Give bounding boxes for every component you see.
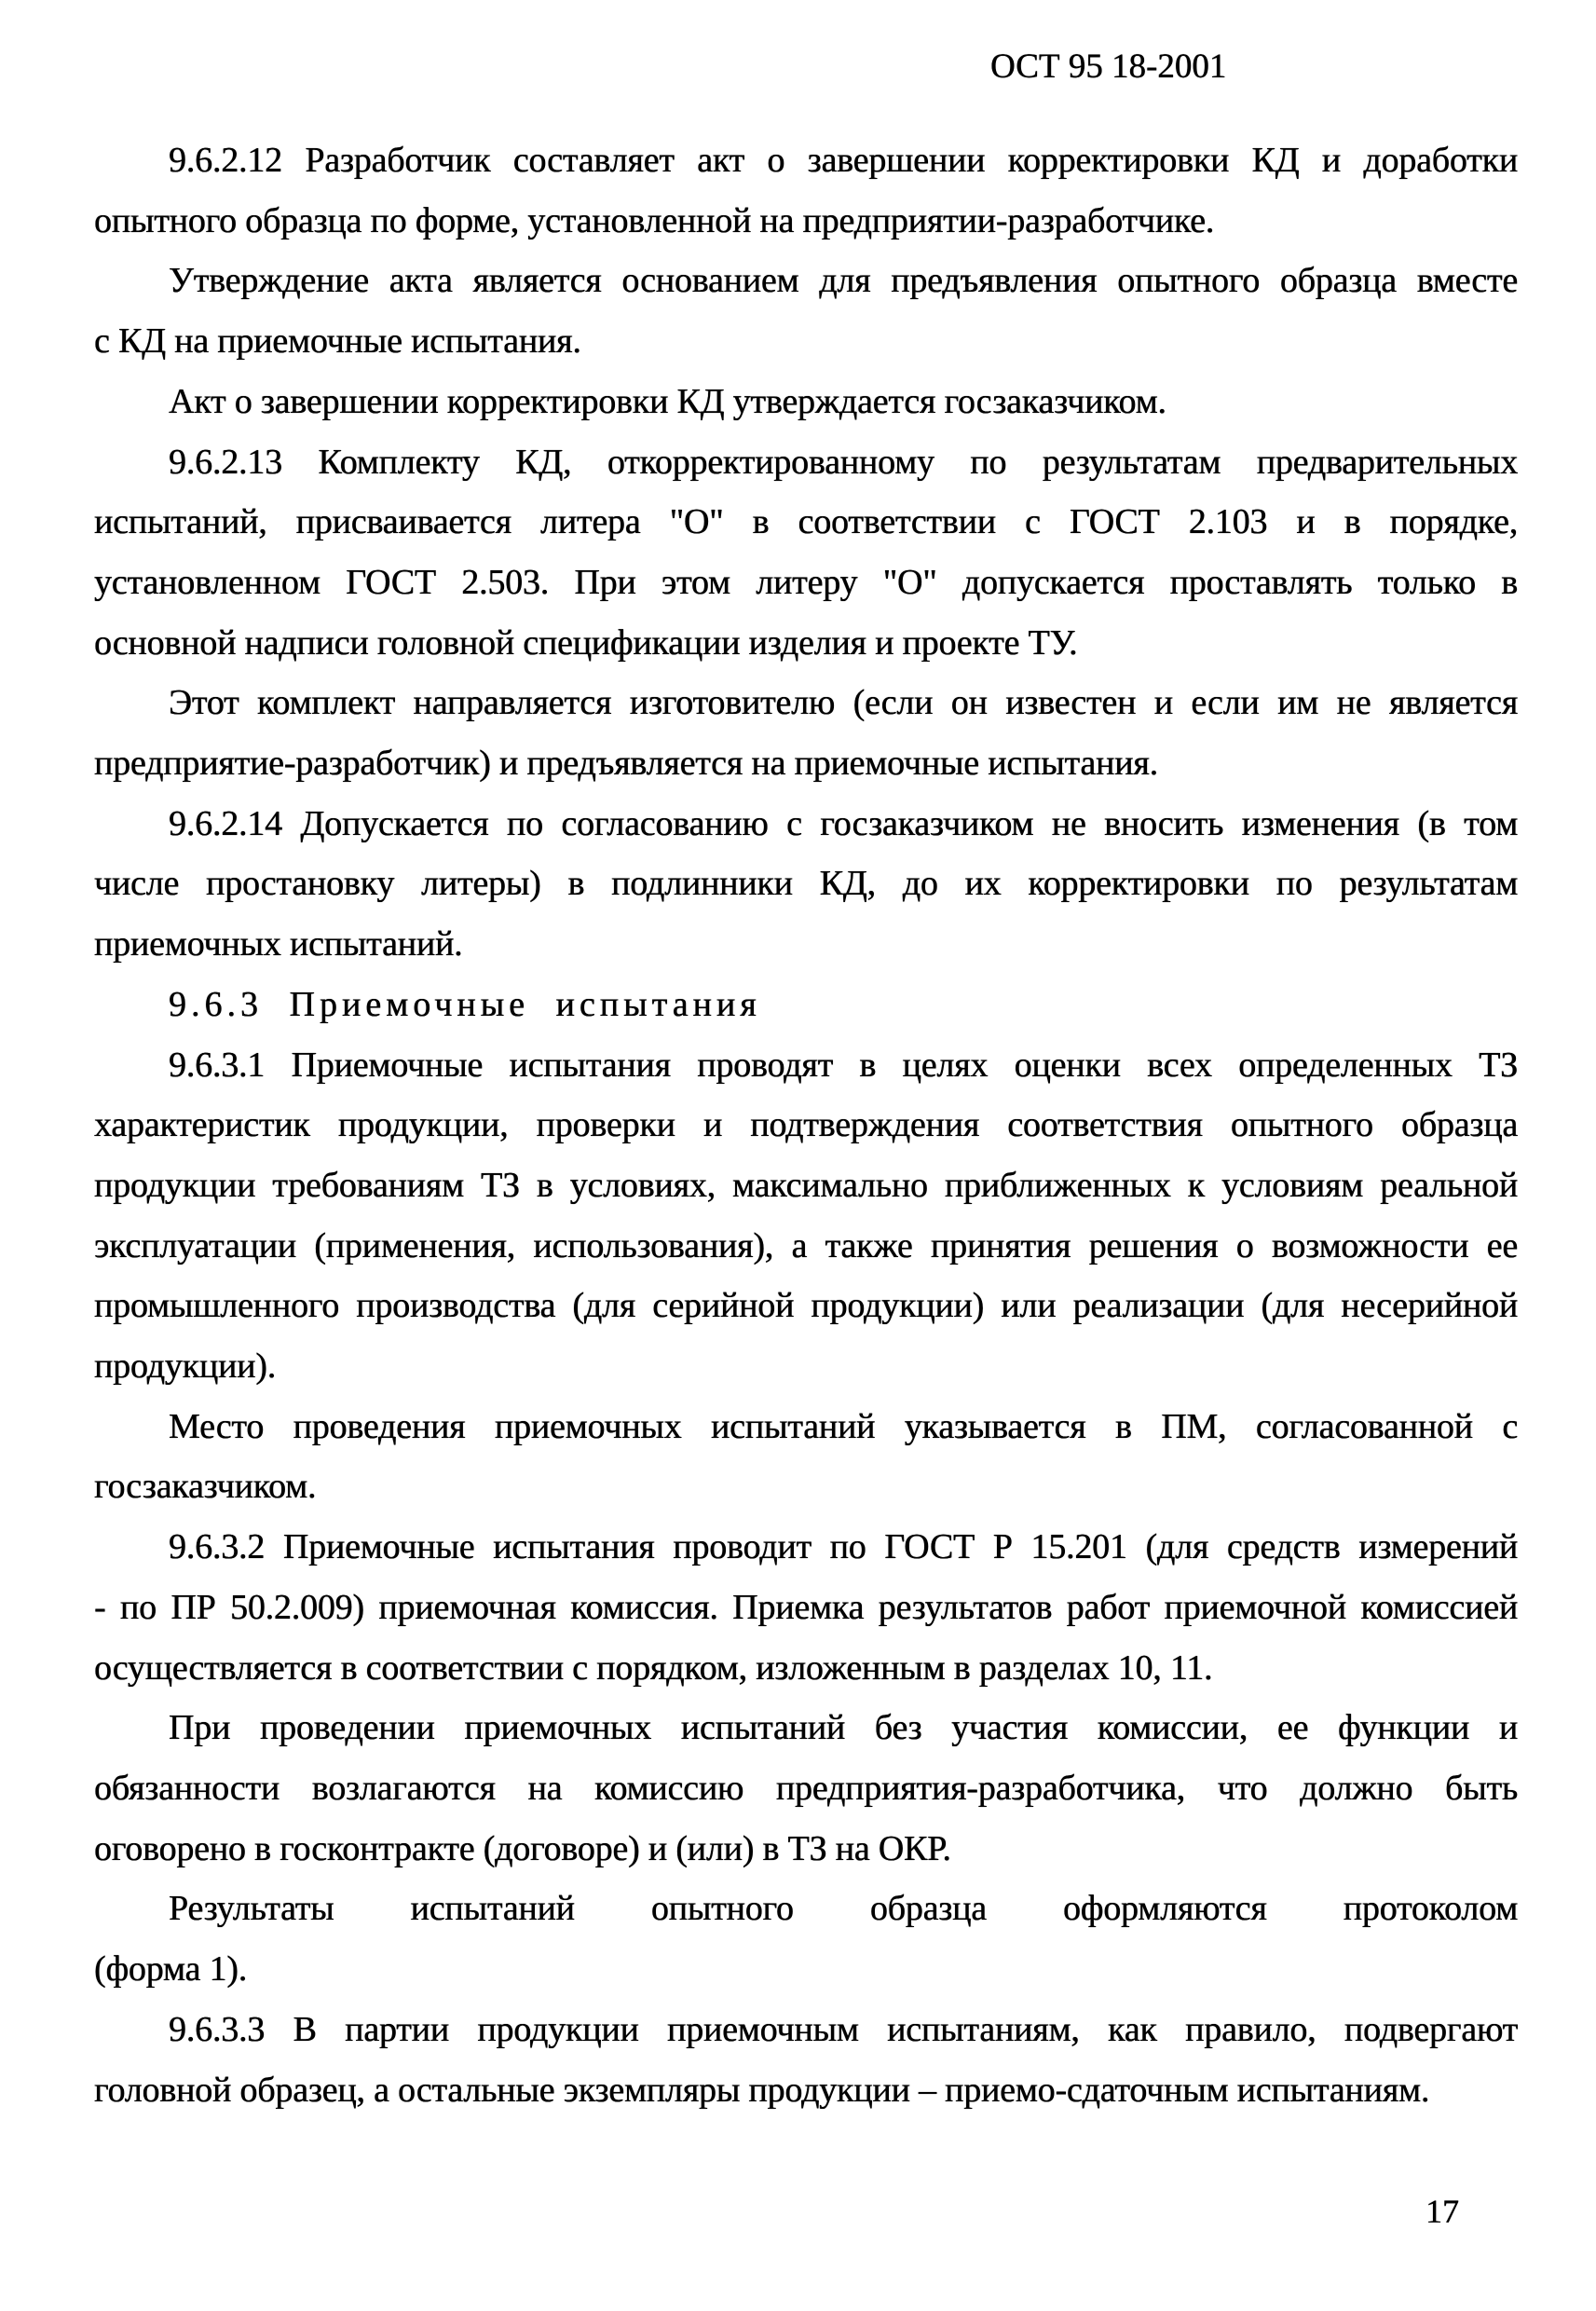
text-line: 9.6.3.1 Приемочные испытания проводят в целях оценки всех определенных ТЗ xyxy=(169,1045,1518,1085)
text-line: установленном ГОСТ 2.503. При этом литеру "О" допускается проставлять только в xyxy=(94,562,1518,602)
text-line: продукции). xyxy=(94,1347,276,1387)
paragraph xyxy=(94,130,1518,251)
text-block xyxy=(94,130,1518,2120)
paragraph xyxy=(94,372,1518,432)
paragraph xyxy=(94,2000,1518,2120)
page-number: 17 xyxy=(1425,2193,1459,2230)
paragraph xyxy=(94,1517,1518,1698)
text-line: 9.6.3.3 В партии продукции приемочным испытаниям, как правило, подвергают xyxy=(169,2009,1518,2049)
text-line: (форма 1). xyxy=(94,1949,248,1990)
text-line: - по ПР 50.2.009) приемочная комиссия. Приемка результатов работ приемочной комиссией xyxy=(94,1587,1518,1627)
section-heading xyxy=(94,975,1518,1035)
paragraph xyxy=(94,1879,1518,1999)
text-line: с КД на приемочные испытания. xyxy=(94,321,581,362)
text-line: госзаказчиком. xyxy=(94,1467,317,1507)
text-line: испытаний, присваивается литера "О" в соответствии с ГОСТ 2.103 и в порядке, xyxy=(94,502,1518,542)
text-line: обязанности возлагаются на комиссию предприятия-разработчика, что должно быть xyxy=(94,1768,1518,1808)
paragraph xyxy=(94,251,1518,371)
text-line: опытного образца по форме, установленной на предприятии-разработчике. xyxy=(94,200,1215,240)
paragraph xyxy=(94,1035,1518,1397)
text-line: Результаты испытаний опытного образца оформляются протоколом xyxy=(169,1889,1518,1929)
text-line: 9.6.3 Приемочные испытания xyxy=(169,984,761,1024)
text-line: головной образец, а остальные экземпляры продукции – приемо-сдаточным испытаниям. xyxy=(94,2070,1430,2110)
text-line: Утверждение акта является основанием для предъявления опытного образца вместе xyxy=(169,261,1518,301)
text-line: Этот комплект направляется изготовителю (если он известен и если им не является xyxy=(169,683,1518,723)
paragraph xyxy=(94,794,1518,975)
text-line: Акт о завершении корректировки КД утверждается госзаказчиком. xyxy=(169,381,1166,421)
paragraph xyxy=(94,1698,1518,1879)
text-line: промышленного производства (для серийной продукции) или реализации (для несерийной xyxy=(94,1286,1518,1326)
paragraph xyxy=(94,432,1518,674)
text-line: 9.6.2.12 Разработчик составляет акт о завершении корректировки КД и доработки xyxy=(169,141,1518,180)
paragraph xyxy=(94,673,1518,793)
standard-number-header: ОСТ 95 18-2001 xyxy=(990,48,1227,86)
paragraph xyxy=(94,1397,1518,1517)
text-line: продукции требованиям ТЗ в условиях, максимально приближенных к условиям реальной xyxy=(94,1165,1518,1205)
text-line: числе простановку литеры) в подлинники КД, до их корректировки по результатам xyxy=(94,864,1518,904)
text-line: 9.6.3.2 Приемочные испытания проводит по ГОСТ Р 15.201 (для средств измерений xyxy=(169,1527,1518,1567)
text-line: предприятие-разработчик) и предъявляется на приемочные испытания. xyxy=(94,744,1158,784)
text-line: оговорено в госконтракте (договоре) и (или) в ТЗ на ОКР. xyxy=(94,1828,951,1868)
text-line: основной надписи головной спецификации изделия и проекте ТУ. xyxy=(94,622,1078,663)
text-line: приемочных испытаний. xyxy=(94,924,463,964)
text-line: эксплуатации (применения, использования), а также принятия решения о возможности ее xyxy=(94,1225,1518,1265)
text-line: 9.6.2.14 Допускается по согласованию с госзаказчиком не вносить изменения (в том xyxy=(169,803,1518,843)
text-line: 9.6.2.13 Комплекту КД, откорректированному по результатам предварительных xyxy=(169,442,1518,482)
text-line: Место проведения приемочных испытаний указывается в ПМ, согласованной с xyxy=(169,1406,1518,1446)
text-line: При проведении приемочных испытаний без участия комиссии, ее функции и xyxy=(169,1708,1518,1748)
text-line: характеристик продукции, проверки и подтверждения соответствия опытного образца xyxy=(94,1105,1518,1145)
text-line: осуществляется в соответствии с порядком, изложенным в разделах 10, 11. xyxy=(94,1648,1213,1688)
